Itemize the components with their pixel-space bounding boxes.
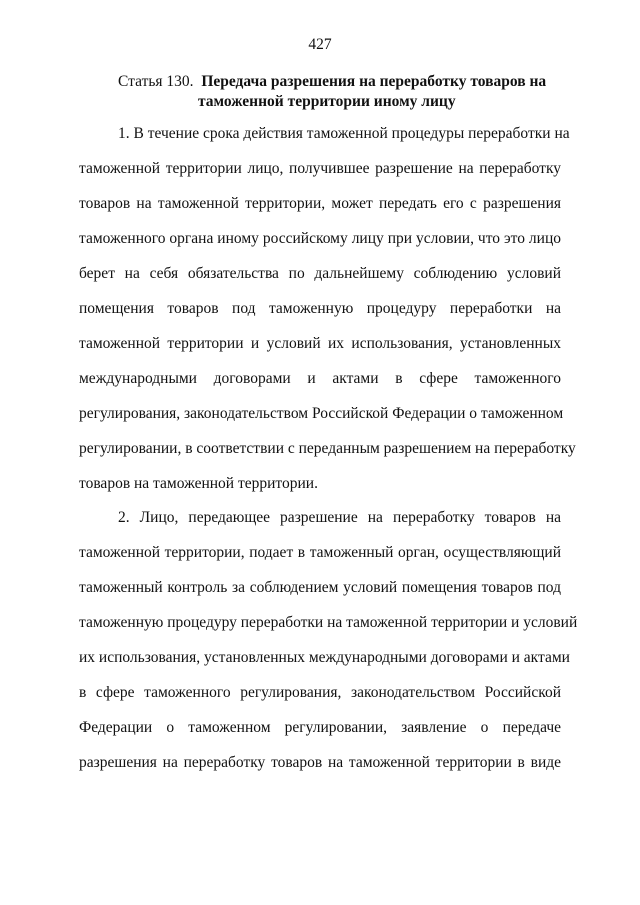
- paragraph-2-line: таможенную процедуру переработки на таможенной территории и условий: [79, 614, 578, 631]
- article-heading: [118, 72, 578, 112]
- paragraph-1-line: товаров на таможенной территории.: [79, 475, 318, 492]
- paragraph-2-line: разрешения на переработку товаров на таможенной территории в виде: [79, 754, 561, 771]
- article-number: Статья 130.: [118, 73, 194, 90]
- paragraph-1-line: регулировании, в соответствии с переданным разрешением на переработку: [79, 440, 576, 457]
- paragraph-2-line: в сфере таможенного регулирования, законодательством Российской: [79, 684, 561, 701]
- paragraph-2-line: их использования, установленных международными договорами и актами: [79, 649, 570, 666]
- article-title-line-1: Передача разрешения на переработку товаров на: [201, 73, 547, 90]
- paragraph-1-line: товаров на таможенной территории, может передать его с разрешения: [79, 195, 561, 212]
- article-title-line-2: таможенной территории иному лицу: [198, 93, 456, 110]
- paragraph-2-line: 2. Лицо, передающее разрешение на переработку товаров на: [118, 509, 561, 526]
- page-number: 427: [308, 36, 332, 53]
- paragraph-2-line: таможенной территории, подает в таможенный орган, осуществляющий: [79, 544, 561, 561]
- paragraph-1-line: 1. В течение срока действия таможенной процедуры переработки на: [118, 125, 570, 142]
- paragraph-2-line: таможенный контроль за соблюдением условий помещения товаров под: [79, 579, 561, 596]
- paragraph-1-line: берет на себя обязательства по дальнейшему соблюдению условий: [79, 265, 561, 282]
- paragraph-1-line: международными договорами и актами в сфере таможенного: [79, 370, 561, 387]
- paragraph-1-line: таможенной территории и условий их использования, установленных: [79, 335, 561, 352]
- paragraph-2-line: Федерации о таможенном регулировании, заявление о передаче: [79, 719, 561, 736]
- paragraph-1-line: регулирования, законодательством Российской Федерации о таможенном: [79, 405, 564, 422]
- paragraph-1-line: таможенного органа иному российскому лицу при условии, что это лицо: [79, 230, 561, 247]
- paragraph-1-line: помещения товаров под таможенную процедуру переработки на: [79, 300, 561, 317]
- paragraph-1-line: таможенной территории лицо, получившее разрешение на переработку: [79, 160, 561, 177]
